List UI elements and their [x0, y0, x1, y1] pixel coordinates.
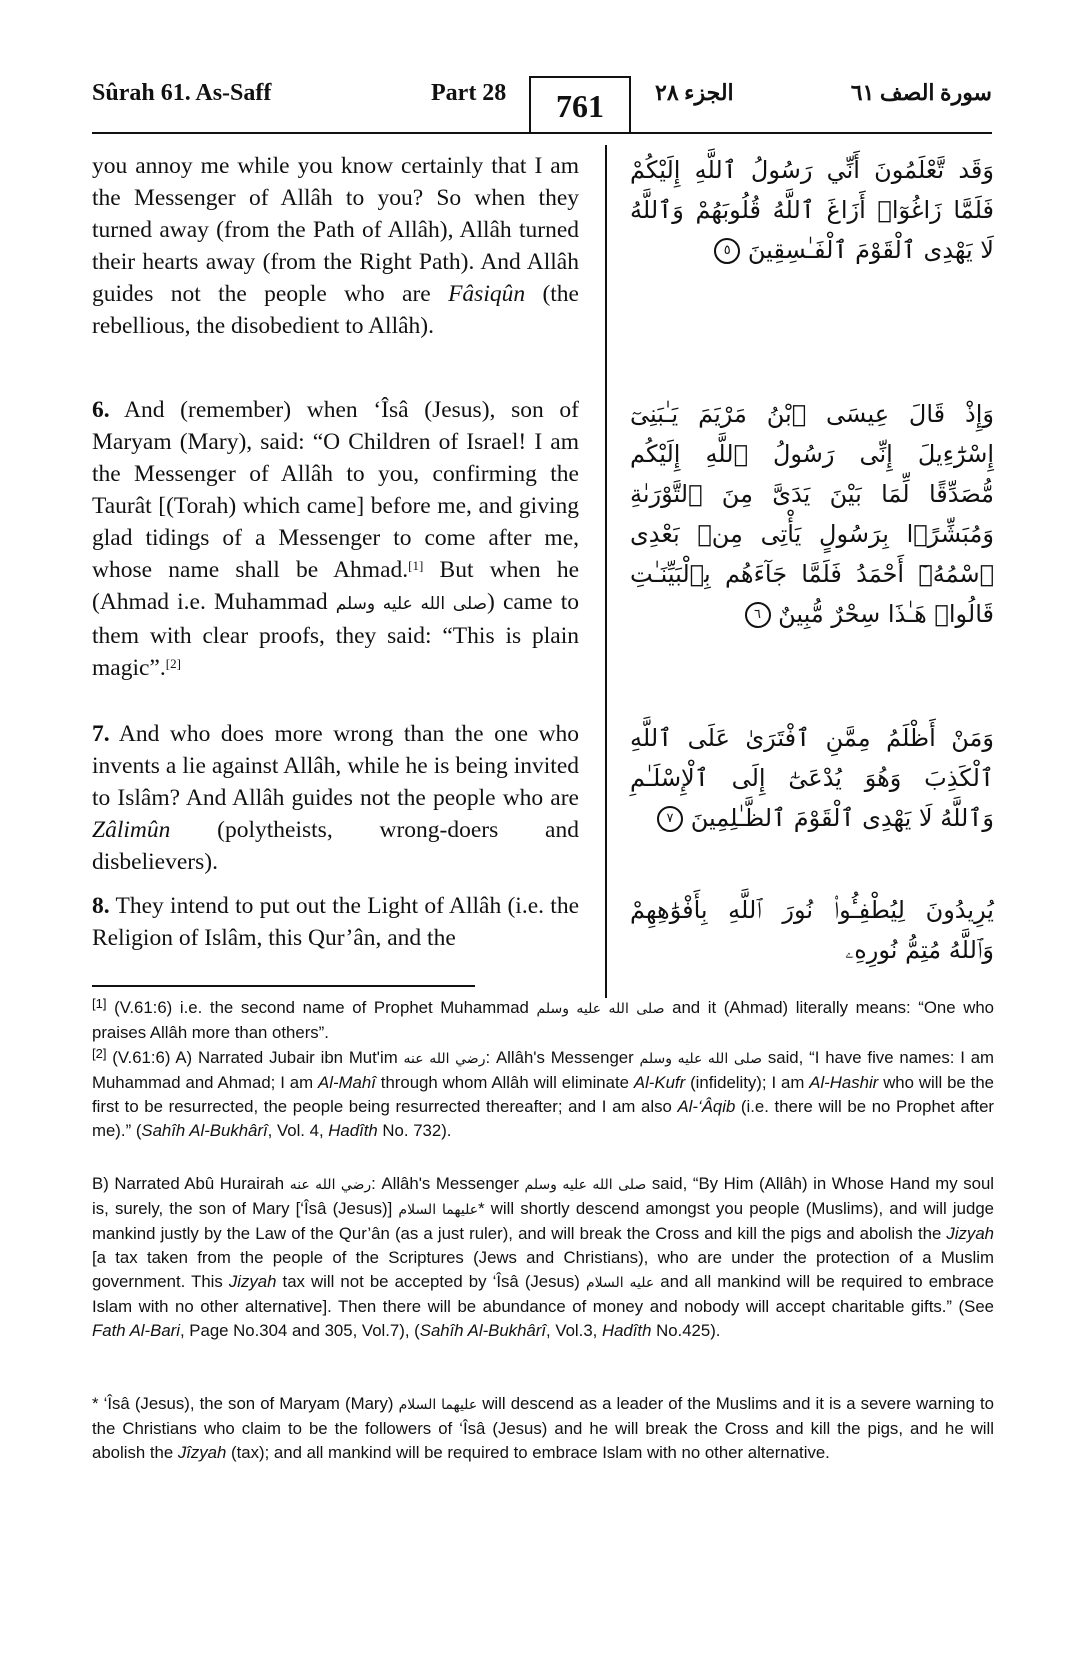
verse-7-arabic-text: وَمَنْ أَظْلَمُ مِمَّنِ ٱفْتَرَىٰ عَلَى ٱللَّهِ ٱلْكَذِبَ وَهُوَ يُدْعَىٰٓ إِلَى ٱلْإِسْلَـٰمِ وَٱللَّهُ لَا يَهْدِى ٱلْقَوْمَ ٱلظَّـٰلِمِينَ [630, 724, 994, 832]
footnote-2b: B) Narrated Abû Hurairah رضي الله عنه: Allâh's Messenger صلى الله عليه وسلم said, “By Him (Allâh) in Whose Hand my soul is, surely, the son of Mary [‘Îsâ (Jesus)] عليهما السلام* will shortly descend amongst you people (Muslims), and will judge mankind justly by the Law of the Qur’ân (as a just ruler), and will break the Cross and kill the pigs and abolish the Jizyah [a tax taken from the people of the Scriptures (Jews and Christians), who are under the protection of a Muslim government. This Jizyah tax will not be accepted by ‘Îsâ (Jesus) عليه السلام and all mankind will be required to embrace Islam with no other alternative]. Then there will be abundance of money and nobody will accept charitable gifts.” (See Fath Al-Bari, Page No.304 and 305, Vol.7), (Sahîh Al-Bukhârî, Vol.3, Hadîth No.425). [92, 1174, 995, 1340]
verse-8-arabic-text: يُرِيدُونَ لِيُطْفِـُٔوا۟ نُورَ ٱللَّهِ بِأَفْوَٰهِهِمْ وَٱللَّهُ مُتِمُّ نُورِهِۦ [630, 896, 994, 964]
verse-6-translation: 6. And (remember) when ‘Îsâ (Jesus), son of Maryam (Mary), said: “O Children of Israel! I am the Messenger of Allâh to you, confirming the Taurât [(Torah) which came] before me, and giving glad tidings of a Messenger to come after me, whose name shall be Ahmad.[1] But when he (Ahmad i.e. Muhammad صلى الله عليه وسلم) came to them with clear proofs, they said: “This is plain magic”.[2] [92, 397, 579, 681]
footnote-rule [92, 985, 475, 987]
verse-8-arabic [630, 890, 994, 970]
footnote-star: * ‘Îsâ (Jesus), the son of Maryam (Mary) عليهما السلام will descend as a leader of the Muslims and it is a severe warning to the Christians who claim to be the followers of ‘Îsâ (Jesus) and he will break the Cross and kill the pigs, and he will abolish the Jîzyah (tax); and all mankind will be required to embrace Islam with no other alternative. [92, 1394, 994, 1462]
page-number: 761 [529, 76, 631, 132]
ayah-number-6: ٦ [745, 602, 771, 628]
verse-6-arabic [630, 394, 994, 634]
verse-6-arabic-text: وَإِذْ قَالَ عِيسَى ٱبْنُ مَرْيَمَ يَـٰبَنِىٓ إِسْرَٰٓءِيلَ إِنِّى رَسُولُ ٱللَّهِ إِلَيْكُم مُّصَدِّقًا لِّمَا بَيْنَ يَدَىَّ مِنَ ٱلتَّوْرَىٰةِ وَمُبَشِّرًۢا بِرَسُولٍ يَأْتِى مِنۢ بَعْدِى ٱسْمُهُۥٓ أَحْمَدُ فَلَمَّا جَآءَهُم بِٱلْبَيِّنَـٰتِ قَالُوا۟ هَـٰذَا سِحْرٌ مُّبِينٌ [630, 400, 994, 628]
verse-8-translation: 8. They intend to put out the Light of Allâh (i.e. the Religion of Islâm, this Qur’ân, and the [92, 893, 579, 951]
footnote-2a: [2] (V.61:6) A) Narrated Jubair ibn Mut'im رضي الله عنه: Allâh's Messenger صلى الله عليه وسلم said, “I have five names: I am Muhammad and Ahmad; I am Al-Mahî through whom Allâh will eliminate Al-Kufr (infidelity); I am Al-Hashir who will be the first to be resurrected, the people being resurrected thereafter; and I am also Al-‘Âqib (i.e. there will be no Prophet after me).” (Sahîh Al-Bukhârî, Vol. 4, Hadîth No. 732). [92, 1046, 995, 1140]
column-divider [605, 145, 607, 998]
verse-5-translation: you annoy me while you know certainly that I am the Messenger of Allâh to you? So when they turned away (from the Path of Allâh), Allâh turned their hearts away (from the Right Path). And Allâh guides not the people who are Fâsiqûn (the rebellious, the disobedient to Allâh). [92, 153, 579, 339]
header-rule [92, 132, 992, 134]
page-header [92, 76, 992, 134]
verse-7-arabic [630, 718, 994, 838]
surah-title-en: Sûrah 61. As-Saff [92, 80, 272, 106]
verse-5-arabic-text: وَقَد تَّعْلَمُونَ أَنِّي رَسُولُ ٱللَّهِ إِلَيْكُمْ فَلَمَّا زَاغُوٓا۟ أَزَاغَ ٱللَّهُ قُلُوبَهُمْ وَٱللَّهُ لَا يَهْدِى ٱلْقَوْمَ ٱلْفَـٰسِقِينَ [630, 156, 994, 264]
footnote-1: [1] (V.61:6) i.e. the second name of Prophet Muhammad صلى الله عليه وسلم and it (Ahmad) literally means: “One who praises Allâh more than others”. [92, 996, 995, 1042]
part-label-en: Part 28 [431, 80, 507, 106]
ayah-number-7: ٧ [657, 806, 683, 832]
ayah-number-5: ٥ [714, 238, 740, 264]
part-label-ar: الجزء ٢٨ [655, 80, 734, 105]
verse-7-translation: 7. And who does more wrong than the one who invents a lie against Allâh, while he is being invited to Islâm? And Allâh guides not the people who are Zâlimûn (polytheists, wrong-doers and disbelievers). [92, 721, 579, 875]
surah-title-ar: سورة الصف ٦١ [850, 80, 992, 105]
verse-5-arabic [630, 150, 994, 270]
